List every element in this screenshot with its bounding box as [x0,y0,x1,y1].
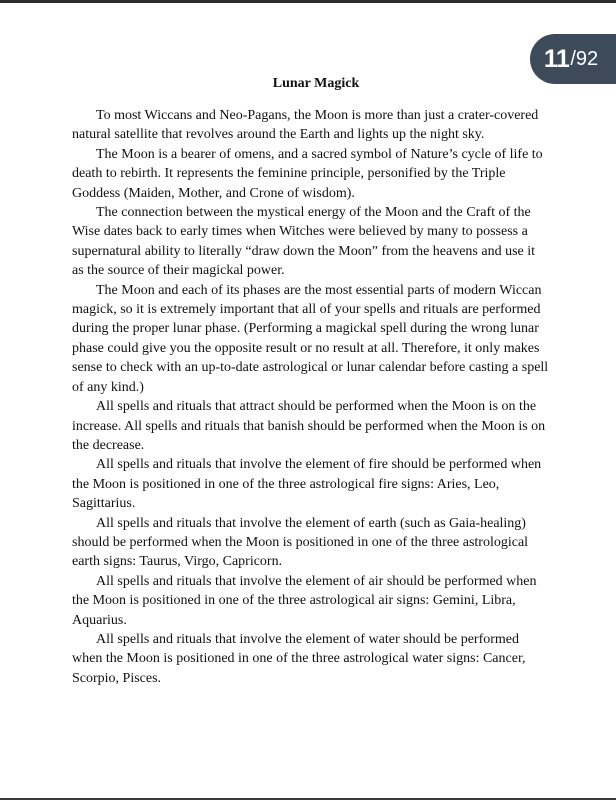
current-page-number: 11 [543,44,570,73]
page-title: Lunar Magick [272,76,360,91]
paragraph: The Moon is a bearer of omens, and a sacred symbol of Nature’s cycle of life to death to rebirth. It represents the feminine principle, personified by the Triple Goddess (Maiden, Mother, and Crone of wisdom). [72,146,543,201]
page-separator: / [570,47,576,70]
paragraph: All spells and rituals that involve the element of earth (such as Gaia-healing) should be performed when the Moon is positioned in one of the three astrological earth signs: Taurus, Virgo, Capricorn. [72,515,529,570]
paragraph: The Moon and each of its phases are the most essential parts of modern Wiccan magick, so it is extremely important that all of your spells and rituals are performed during the proper lunar phase. (Performing a magickal spell during the wrong lunar phase could give you the opposite result or no result at all. Therefore, it only makes sense to check with an up-to-date astrological or lunar calendar before casting a spell of any kind.) [72,282,549,395]
document-body [72,74,550,688]
paragraph: All spells and rituals that attract should be performed when the Moon is on the increase. All spells and rituals that banish should be performed when the Moon is on the decrease. [72,399,546,453]
total-pages: 92 [575,47,599,70]
paragraph: To most Wiccans and Neo-Pagans, the Moon is more than just a crater-covered natural satellite that revolves around the Earth and lights up the night sky. [72,108,539,143]
paragraph: All spells and rituals that involve the element of water should be performed when the Moon is positioned in one of the three astrological water signs: Cancer, Scorpio, Pisces. [72,631,526,686]
top-border [0,0,616,3]
paragraph: The connection between the mystical energy of the Moon and the Craft of the Wise dates back to early times when Witches were believed by many to possess a supernatural ability to literally “draw down the Moon” from the heavens and use it as the source of their magickal power. [72,205,536,279]
paragraph: All spells and rituals that involve the element of fire should be performed when the Moon is positioned in one of the three astrological fire signs: Aries, Leo, Sagittarius. [72,457,542,512]
paragraph: All spells and rituals that involve the element of air should be performed when the Moon is positioned in one of the three astrological air signs: Gemini, Libra, Aquarius. [72,573,537,628]
